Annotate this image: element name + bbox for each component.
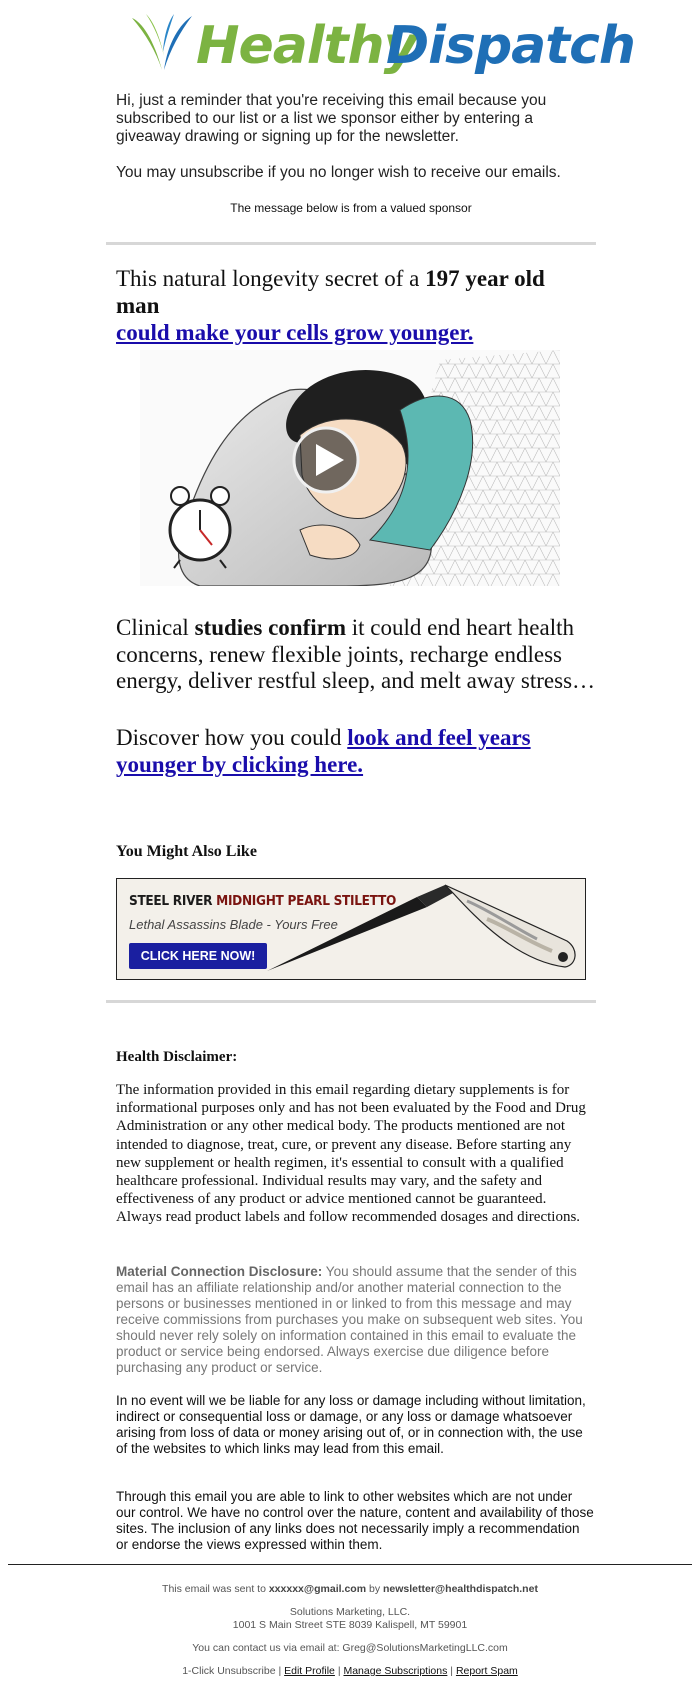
healthy-dispatch-logo[interactable] xyxy=(128,10,635,82)
sender-email: newsletter@healthdispatch.net xyxy=(383,1583,538,1595)
sent-pre: This email was sent to xyxy=(162,1583,269,1595)
ad-click-here-button[interactable]: CLICK HERE NOW! xyxy=(129,943,267,969)
sponsor-headline xyxy=(116,265,586,346)
unsubscribe-note: You may unsubscribe if you no longer wish to receive our emails. xyxy=(116,164,561,181)
sep: | xyxy=(334,1665,344,1677)
external-links-notice: Through this email you are able to link to other websites which are not under our control. We have no control over the nature, content and availability of those sites. The inclusion of any links does not necessarily imply a recommendation or endorse the views expressed within them. xyxy=(116,1489,594,1552)
sep: | xyxy=(447,1665,456,1677)
benefits-lead: Clinical xyxy=(116,615,195,640)
mcd-label: Material Connection Disclosure: xyxy=(116,1264,323,1279)
knife-icon xyxy=(267,879,585,979)
footer-divider xyxy=(8,1564,692,1565)
intro-text xyxy=(116,92,586,200)
play-icon xyxy=(294,428,358,492)
benefits-paragraph xyxy=(116,615,596,695)
video-thumbnail[interactable] xyxy=(140,350,560,586)
recipient-email: xxxxxx@gmail.com xyxy=(268,1583,367,1595)
headline-link[interactable]: could make your cells grow younger. xyxy=(116,320,474,345)
ad-brand-a: STEEL RIVER xyxy=(129,893,217,909)
cta-paragraph xyxy=(116,725,596,778)
material-connection-disclosure xyxy=(116,1264,594,1376)
ad-tagline: Lethal Assassins Blade - Yours Free xyxy=(129,917,338,932)
one-click-unsubscribe-link[interactable]: 1-Click Unsubscribe xyxy=(182,1665,276,1677)
contact-line: You can contact us via email at: Greg@SolutionsMarketingLLC.com xyxy=(192,1642,508,1654)
company-name: Solutions Marketing, LLC. xyxy=(289,1606,411,1618)
footer-links xyxy=(0,1665,700,1677)
divider-top xyxy=(106,242,596,245)
sponsor-note: The message below is from a valued sponsor xyxy=(230,201,472,215)
edit-profile-link[interactable]: Edit Profile xyxy=(284,1665,335,1677)
health-disclaimer-body: The information provided in this email regarding dietary supplements is for informational purposes only and has not been evaluated by the Food and Drug Administration or any other medical body. The products mentioned are not intended to diagnose, treat, cure, or prevent any disease. Before starting any new supplement or health regimen, it's essential to consult with a qualified healthcare professional. Individual results may vary, and the safety and effectiveness of any product or advice mentioned cannot be guaranteed. Always read product labels and follow recommended dosages and directions. xyxy=(116,1082,586,1226)
you-might-also-like-heading: You Might Also Like xyxy=(116,843,257,860)
leaf-logo-icon xyxy=(128,12,200,78)
logo-word-dispatch: Dispatch xyxy=(386,16,635,76)
benefits-bold: studies confirm xyxy=(194,615,346,640)
headline-bold: 197 year old man xyxy=(116,266,545,318)
logo-word-healthy: Healthy xyxy=(196,16,417,76)
cta-lead: Discover how you could xyxy=(116,725,348,750)
headline-lead: This natural longevity secret of a xyxy=(116,266,426,291)
sep: | xyxy=(275,1665,285,1677)
sent-mid: by xyxy=(366,1583,383,1595)
mcd-body: You should assume that the sender of this email has an affiliate relationship and/or another material connection to the persons or businesses mentioned in or linked to from this message and may receive commissions from purchases you make on subsequent web sites. You should never rely solely on information contained in this email to evaluate the product or service being endorsed. Always exercise due diligence before purchasing any product or service. xyxy=(116,1264,583,1375)
manage-subscriptions-link[interactable]: Manage Subscriptions xyxy=(343,1665,448,1677)
divider-bottom xyxy=(106,1000,596,1003)
ad-brand-b: MIDNIGHT PEARL STILETTO xyxy=(216,893,396,909)
subscription-reminder: Hi, just a reminder that you're receiving this email because you subscribed to our list or a list we sponsor either by entering a giveaway drawing or signing up for the newsletter. xyxy=(116,92,547,145)
sent-to-line xyxy=(0,1583,700,1595)
liability-notice: In no event will we be liable for any loss or damage including without limitation, indirect or consequential loss or damage, or any loss or damage whatsoever arising from loss of data or money arising out of, or in connection with, the use of the websites to which links may lead from this email. xyxy=(116,1393,586,1456)
company-address: 1001 S Main Street STE 8039 Kalispell, MT 59901 xyxy=(232,1619,468,1631)
health-disclaimer-title: Health Disclaimer: xyxy=(116,1049,238,1065)
cta-link[interactable]: look and feel years younger by clicking here. xyxy=(116,725,531,777)
stiletto-ad-banner[interactable] xyxy=(116,878,586,980)
sleeping-woman-illustration xyxy=(140,350,560,586)
benefits-rest: it could end heart health concerns, renew flexible joints, recharge endless energy, deliver restful sleep, and melt away stress… xyxy=(116,615,596,693)
report-spam-link[interactable]: Report Spam xyxy=(455,1665,518,1677)
